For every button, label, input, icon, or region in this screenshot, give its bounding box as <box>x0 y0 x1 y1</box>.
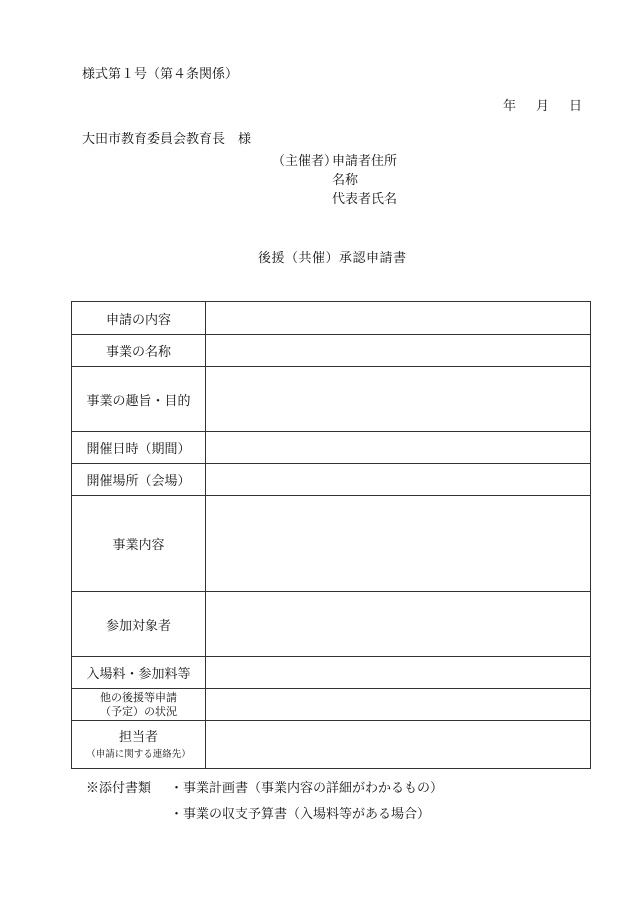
date-month-label: 月 <box>536 99 550 114</box>
addressee: 大田市教育委員会教育長 様 <box>82 132 252 147</box>
row-value-field[interactable] <box>206 689 591 721</box>
table-row <box>72 657 591 689</box>
attachment-item: ・事業計画書（事業内容の詳細がわかるもの） <box>170 781 444 796</box>
table-row <box>72 464 591 496</box>
row-label-line2: （申請に関する連絡先） <box>86 748 191 760</box>
row-label: 事業内容 <box>72 496 206 592</box>
date-line <box>503 95 582 114</box>
attachments <box>86 776 443 828</box>
row-value-field[interactable] <box>206 721 591 769</box>
applicant-role: （主催者） <box>272 154 338 169</box>
row-label <box>72 689 206 721</box>
row-value-field[interactable] <box>206 657 591 689</box>
applicant-block <box>272 152 397 209</box>
row-label-line1: 他の後援等申請 <box>100 690 177 704</box>
row-label-line2: （予定）の状況 <box>100 704 177 718</box>
row-value-field[interactable] <box>206 464 591 496</box>
table-row <box>72 432 591 464</box>
row-label: 事業の名称 <box>72 335 206 367</box>
row-label-line1: 担当者 <box>118 729 158 745</box>
row-value-field[interactable] <box>206 592 591 657</box>
applicant-representative-label: 代表者氏名 <box>332 192 398 207</box>
applicant-name-label: 名称 <box>332 173 359 188</box>
document-title: 後援（共催）承認申請書 <box>258 251 407 266</box>
attachments-heading: ※添付書類 <box>86 781 152 796</box>
table-row <box>72 496 591 592</box>
row-label: 参加対象者 <box>72 592 206 657</box>
row-value-field[interactable] <box>206 302 591 335</box>
row-value-field[interactable] <box>206 367 591 432</box>
applicant-address-label: 申請者住所 <box>332 154 398 169</box>
table-row <box>72 721 591 769</box>
application-form-table <box>71 301 591 769</box>
row-label: 申請の内容 <box>72 302 206 335</box>
row-label: 入場料・参加料等 <box>72 657 206 689</box>
table-row <box>72 335 591 367</box>
table-row <box>72 302 591 335</box>
date-day-label: 日 <box>569 99 583 114</box>
row-value-field[interactable] <box>206 335 591 367</box>
table-row <box>72 592 591 657</box>
form-number: 様式第１号（第４条関係） <box>82 67 239 82</box>
table-row <box>72 689 591 721</box>
table-row <box>72 367 591 432</box>
row-value-field[interactable] <box>206 432 591 464</box>
attachment-item: ・事業の収支予算書（入場料等がある場合） <box>170 807 431 822</box>
row-label: 開催日時（期間） <box>72 432 206 464</box>
row-label: 事業の趣旨・目的 <box>72 367 206 432</box>
row-value-field[interactable] <box>206 496 591 592</box>
date-year-label: 年 <box>503 99 517 114</box>
row-label <box>72 721 206 769</box>
row-label: 開催場所（会場） <box>72 464 206 496</box>
